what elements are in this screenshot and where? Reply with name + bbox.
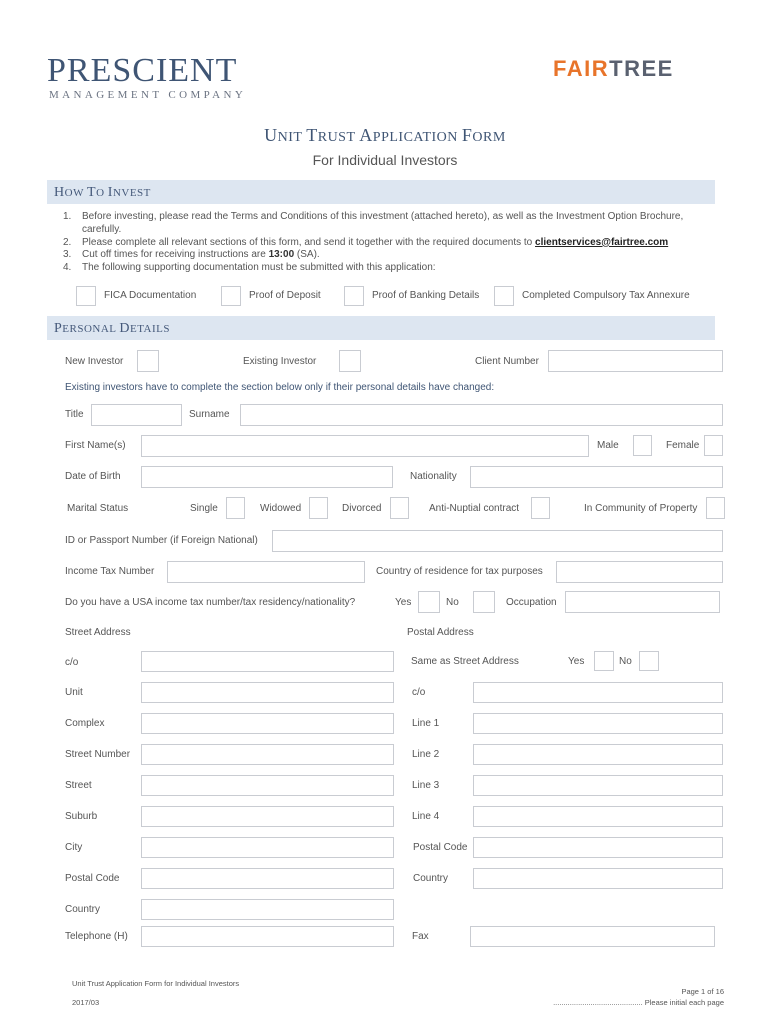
same-as-street-no-checkbox[interactable] <box>639 651 659 671</box>
footer-initial-each-page: ........................................... Please initial each page <box>553 998 724 1007</box>
title-label: Title <box>65 409 84 420</box>
prescient-logo-subtitle: MANAGEMENT COMPANY <box>49 89 247 101</box>
surname-label: Surname <box>189 409 230 420</box>
street-unit-label: Unit <box>65 687 83 698</box>
postal-line1-label: Line 1 <box>412 718 440 729</box>
postal-co-input[interactable] <box>473 682 723 703</box>
footer-version: 2017/03 <box>72 998 100 1007</box>
usa-yes-checkbox[interactable] <box>418 591 440 613</box>
title-input[interactable] <box>91 404 182 426</box>
postal-address-heading: Postal Address <box>407 627 474 638</box>
postal-co-label: c/o <box>412 687 426 698</box>
street-postal-code-label: Postal Code <box>65 873 120 884</box>
divorced-label: Divorced <box>342 503 382 514</box>
new-investor-checkbox[interactable] <box>137 350 159 372</box>
fairtree-logo <box>553 56 674 82</box>
nationality-input[interactable] <box>470 466 723 488</box>
proof-of-banking-checkbox[interactable] <box>344 286 364 306</box>
street-number-input[interactable] <box>141 744 394 765</box>
postal-line1-input[interactable] <box>473 713 723 734</box>
street-co-input[interactable] <box>141 651 394 672</box>
how-to-invest-heading: HOW TO INVEST <box>54 185 151 200</box>
instruction-item-continuation: carefully. <box>82 223 122 235</box>
id-passport-label: ID or Passport Number (if Foreign National) <box>65 535 258 546</box>
new-investor-label: New Investor <box>65 356 124 367</box>
fica-documentation-label: FICA Documentation <box>104 290 197 301</box>
client-number-input[interactable] <box>548 350 723 372</box>
street-label: Street <box>65 780 92 791</box>
tax-annexure-checkbox[interactable] <box>494 286 514 306</box>
nationality-label: Nationality <box>410 471 457 482</box>
first-names-input[interactable] <box>141 435 589 457</box>
tax-country-label: Country of residence for tax purposes <box>376 566 543 577</box>
fairtree-logo-fair: FAIR <box>553 56 610 81</box>
income-tax-input[interactable] <box>167 561 365 583</box>
widowed-label: Widowed <box>260 503 302 514</box>
telephone-h-input[interactable] <box>141 926 394 947</box>
occupation-input[interactable] <box>565 591 720 613</box>
instruction-item: 1. Before investing, please read the Terms and Conditions of this investment (attached hereto), as well as the Investment Option Brochure, <box>63 211 684 222</box>
single-checkbox[interactable] <box>226 497 245 519</box>
icop-checkbox[interactable] <box>706 497 725 519</box>
proof-of-banking-label: Proof of Banking Details <box>372 290 480 301</box>
email-link[interactable]: clientservices@fairtree.com <box>535 236 669 248</box>
proof-of-deposit-checkbox[interactable] <box>221 286 241 306</box>
tax-country-input[interactable] <box>556 561 723 583</box>
icop-label: In Community of Property <box>584 503 698 514</box>
surname-input[interactable] <box>240 404 723 426</box>
male-checkbox[interactable] <box>633 435 652 456</box>
postal-line4-input[interactable] <box>473 806 723 827</box>
fica-documentation-checkbox[interactable] <box>76 286 96 306</box>
footer-page-number: Page 1 of 16 <box>681 987 724 996</box>
personal-details-heading: PERSONAL DETAILS <box>54 321 171 336</box>
street-complex-label: Complex <box>65 718 105 729</box>
existing-investor-label: Existing Investor <box>243 356 317 367</box>
postal-postal-code-input[interactable] <box>473 837 723 858</box>
form-title: UNIT TRUST APPLICATION FORM <box>264 125 506 145</box>
fairtree-logo-tree: TREE <box>609 56 674 81</box>
anc-label: Anti-Nuptial contract <box>429 503 520 514</box>
footer-doc-name: Unit Trust Application Form for Individual Investors <box>72 979 240 988</box>
first-names-label: First Name(s) <box>65 440 126 451</box>
street-unit-input[interactable] <box>141 682 394 703</box>
prescient-logo: PRESCIENT <box>47 52 238 89</box>
postal-line2-label: Line 2 <box>412 749 440 760</box>
existing-investor-checkbox[interactable] <box>339 350 361 372</box>
female-label: Female <box>666 440 700 451</box>
form-subtitle: For Individual Investors <box>312 152 458 168</box>
postal-country-input[interactable] <box>473 868 723 889</box>
street-postal-code-input[interactable] <box>141 868 394 889</box>
instruction-item: 2. Please complete all relevant sections of this form, and send it together with the required documents to clientservices@fairtree.com <box>63 236 669 248</box>
anc-checkbox[interactable] <box>531 497 550 519</box>
street-address-heading: Street Address <box>65 627 131 638</box>
marital-status-label: Marital Status <box>67 503 129 514</box>
postal-postal-code-label: Postal Code <box>413 842 468 853</box>
street-input[interactable] <box>141 775 394 796</box>
divorced-checkbox[interactable] <box>390 497 409 519</box>
usa-tax-question: Do you have a USA income tax number/tax residency/nationality? <box>65 597 356 608</box>
instruction-item: 4. The following supporting documentation must be submitted with this application: <box>63 262 436 274</box>
telephone-h-label: Telephone (H) <box>65 931 128 942</box>
usa-no-checkbox[interactable] <box>473 591 495 613</box>
usa-no-label: No <box>446 597 459 608</box>
same-as-street-label: Same as Street Address <box>411 656 519 667</box>
street-complex-input[interactable] <box>141 713 394 734</box>
widowed-checkbox[interactable] <box>309 497 328 519</box>
female-checkbox[interactable] <box>704 435 723 456</box>
instructions-list <box>63 211 723 275</box>
street-co-label: c/o <box>65 657 79 668</box>
same-as-street-yes-checkbox[interactable] <box>594 651 614 671</box>
fax-input[interactable] <box>470 926 715 947</box>
usa-yes-label: Yes <box>395 597 412 608</box>
single-label: Single <box>190 503 218 514</box>
client-number-label: Client Number <box>475 356 539 367</box>
suburb-label: Suburb <box>65 811 98 822</box>
same-as-street-yes-label: Yes <box>568 656 585 667</box>
suburb-input[interactable] <box>141 806 394 827</box>
city-label: City <box>65 842 83 853</box>
street-number-label: Street Number <box>65 749 131 760</box>
existing-investor-note: Existing investors have to complete the section below only if their personal details have changed: <box>65 382 495 393</box>
tax-annexure-label: Completed Compulsory Tax Annexure <box>522 290 690 301</box>
dob-label: Date of Birth <box>65 471 121 482</box>
occupation-label: Occupation <box>506 597 557 608</box>
proof-of-deposit-label: Proof of Deposit <box>249 290 321 301</box>
postal-country-label: Country <box>413 873 449 884</box>
personal-details-section-header <box>47 316 715 340</box>
income-tax-label: Income Tax Number <box>65 566 155 577</box>
city-input[interactable] <box>141 837 394 858</box>
instruction-item: 3. Cut off times for receiving instructions are 13:00 (SA). <box>63 249 320 261</box>
street-country-input[interactable] <box>141 899 394 920</box>
postal-line3-label: Line 3 <box>412 780 440 791</box>
male-label: Male <box>597 440 619 451</box>
postal-line4-label: Line 4 <box>412 811 440 822</box>
same-as-street-no-label: No <box>619 656 632 667</box>
postal-line2-input[interactable] <box>473 744 723 765</box>
fax-label: Fax <box>412 931 429 942</box>
how-to-invest-section-header <box>47 180 715 204</box>
street-country-label: Country <box>65 904 101 915</box>
dob-input[interactable] <box>141 466 393 488</box>
id-passport-input[interactable] <box>272 530 723 552</box>
postal-line3-input[interactable] <box>473 775 723 796</box>
